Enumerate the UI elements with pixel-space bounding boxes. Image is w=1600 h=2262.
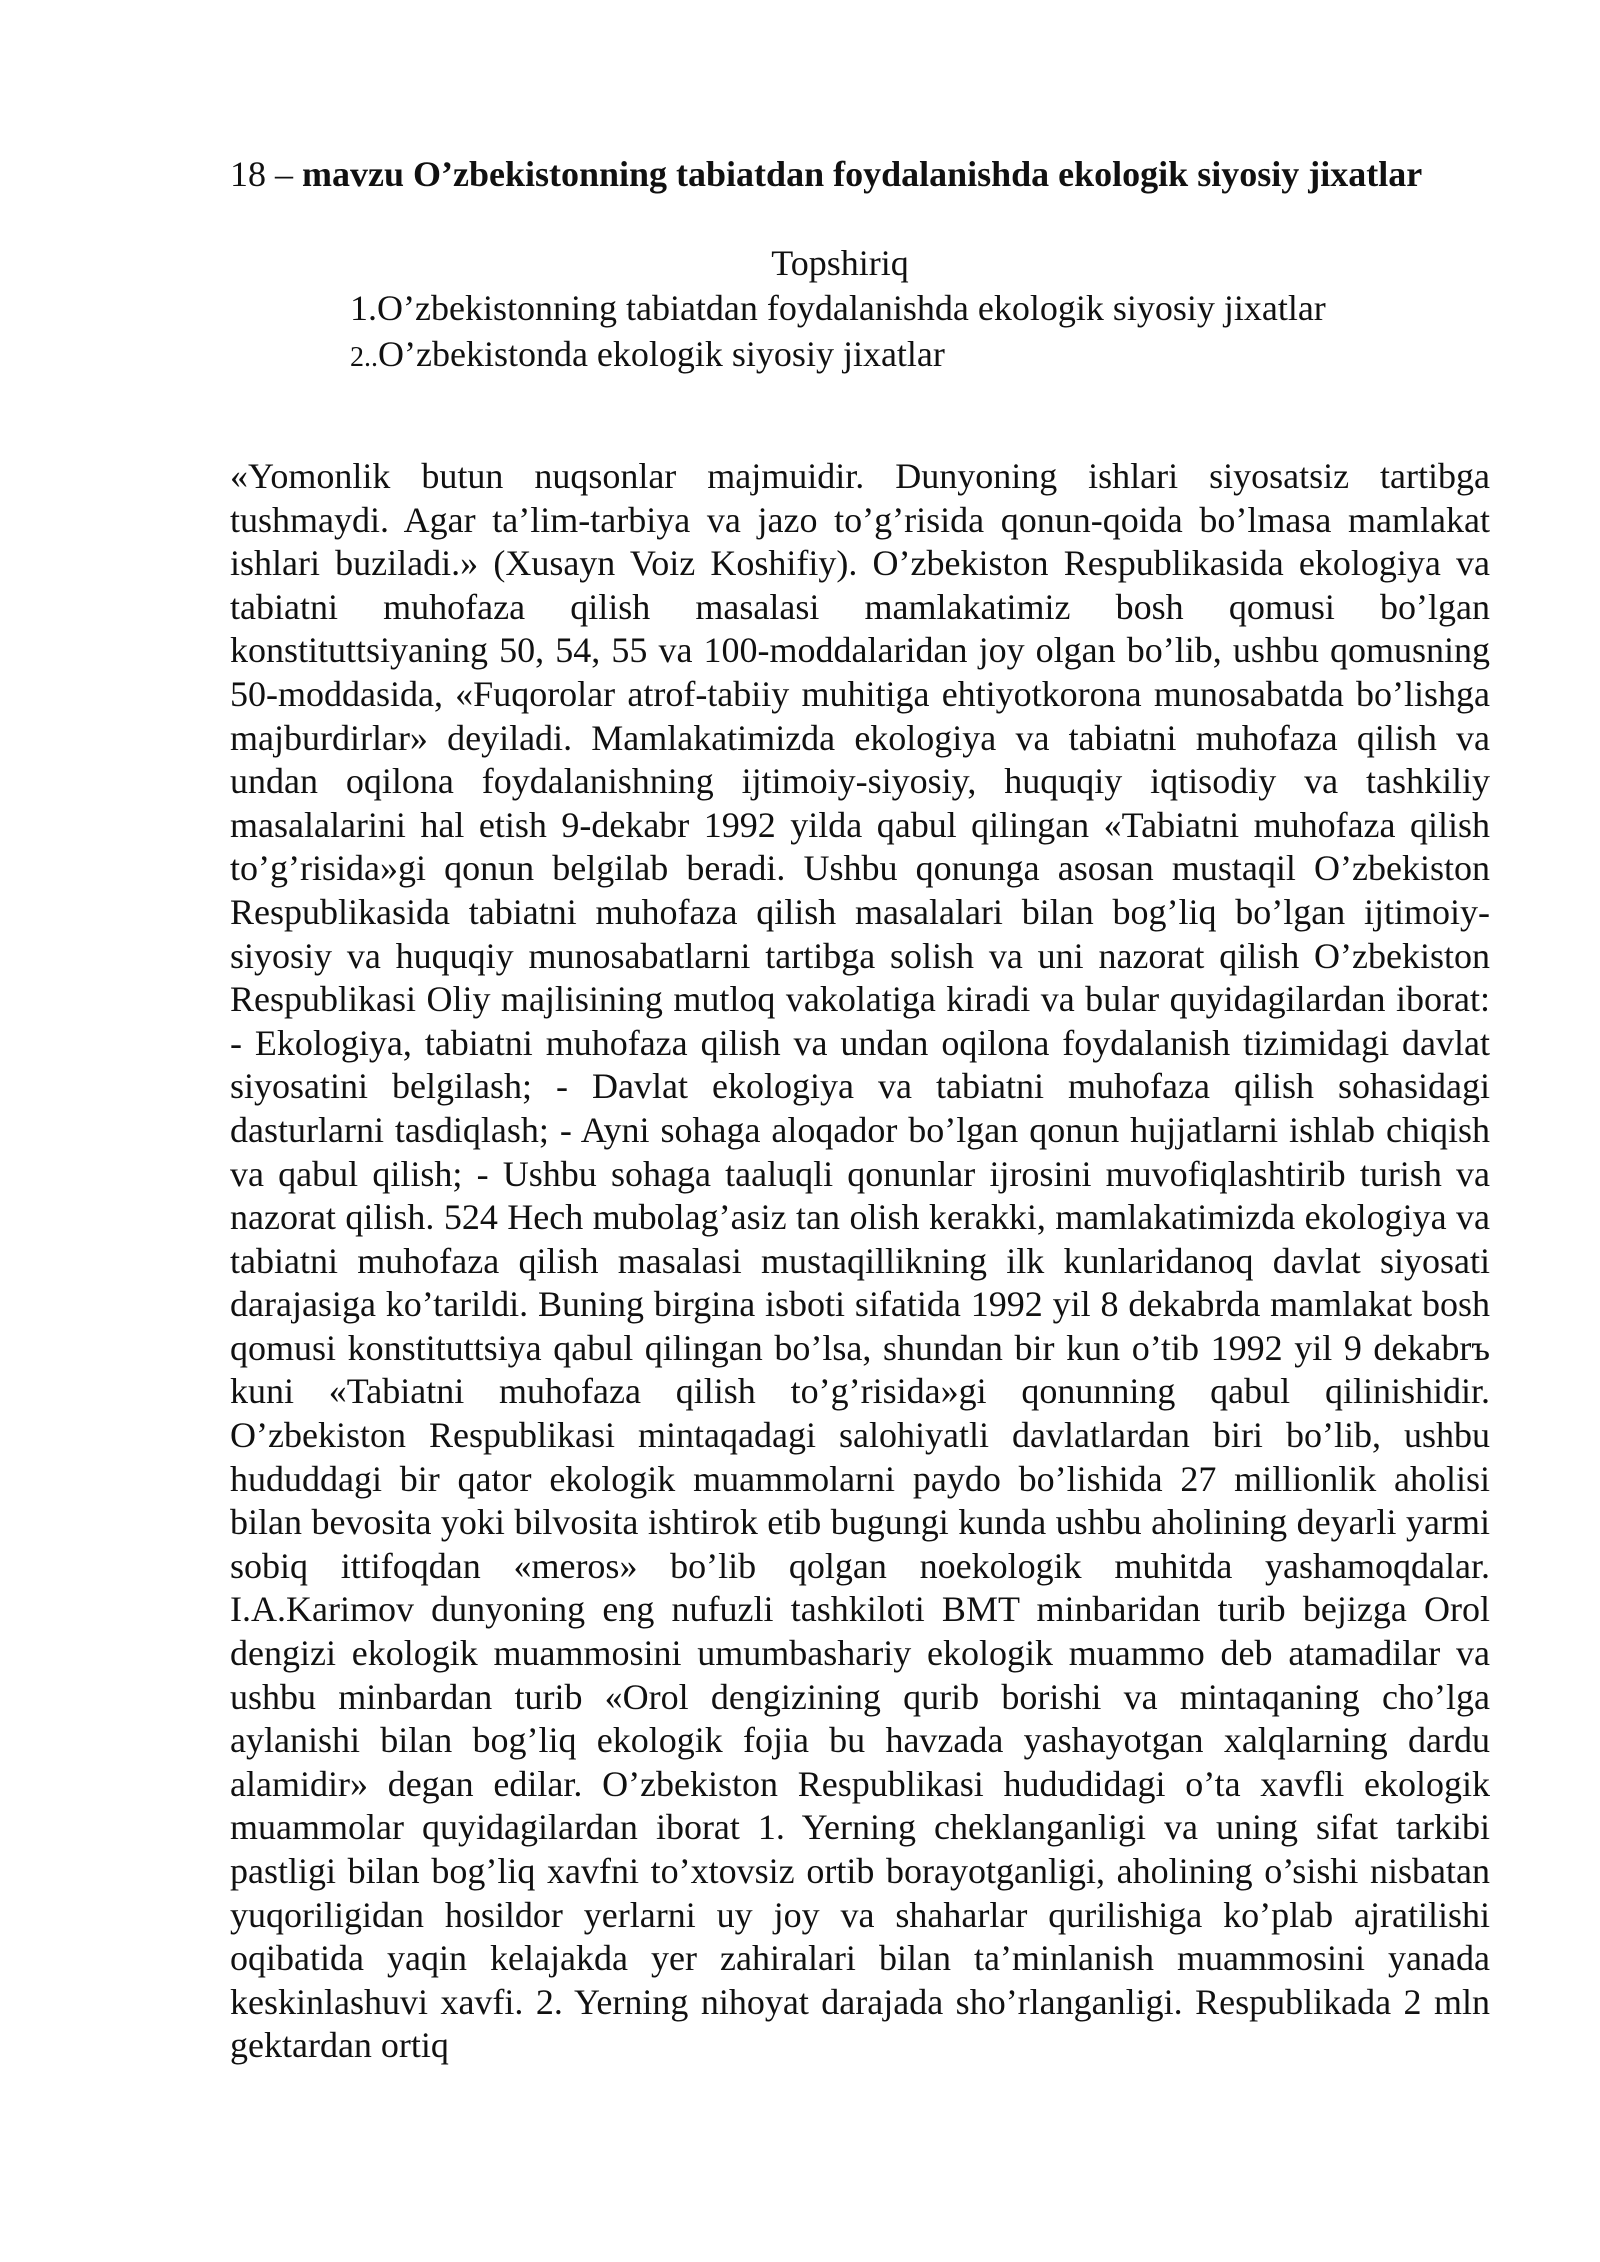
task-item-1-number: 1. [350, 288, 377, 328]
task-item-2-text: O’zbekistonda ekologik siyosiy jixatlar [378, 334, 945, 374]
title-number: 18 – [230, 154, 302, 194]
task-item-2 [350, 331, 1326, 381]
task-list [350, 285, 1326, 381]
body-paragraph: «Yomonlik butun nuqsonlar majmuidir. Dunyoning ishlari siyosatsiz tartibga tushmaydi. Agar ta’lim-tarbiya va jazo to’g’risida qonun-qoida bo’lmasa mamlakat ishlari buziladi.» (Xusayn Voiz Koshifiy). O’zbekiston Respublikasida ekologiya va tabiatni muhofaza qilish masalasi mamlakatimiz bosh qomusi bo’lgan konstituttsiyaning 50, 54, 55 va 100-moddalaridan joy olgan bo’lib, ushbu qomusning 50-moddasida, «Fuqorolar atrof-tabiiy muhitiga ehtiyotkorona munosabatda bo’lishga majburdirlar» deyiladi. Mamlakatimizda ekologiya va tabiatni muhofaza qilish va undan oqilona foydalanishning ijtimoiy-siyosiy, huquqiy iqtisodiy va tashkiliy masalalarini hal etish 9-dekabr 1992 yilda qabul qilingan «Tabiatni muhofaza qilish to’g’risida»gi qonun belgilab beradi. Ushbu qonunga asosan mustaqil O’zbekiston Respublikasida tabiatni muhofaza qilish masalalari bilan bog’liq bo’lgan ijtimoiy-siyosiy va huquqiy munosabatlarni tartibga solish va uni nazorat qilish O’zbekiston Respublikasi Oliy majlisining mutloq vakolatiga kiradi va bular quyidagilardan iborat: ‐ Ekologiya, tabiatni muhofaza qilish va undan oqilona foydalanish tizimidagi davlat siyosatini belgilash; ‐ Davlat ekologiya va tabiatni muhofaza qilish sohasidagi dasturlarni tasdiqlash; ‐ Ayni sohaga aloqador bo’lgan qonun hujjatlarni ishlab chiqish va qabul qilish; ‐ Ushbu sohaga taaluqli qonunlar ijrosini muvofiqlashtirib turish va nazorat qilish. 524 Hech mubolag’asiz tan olish kerakki, mamlakatimizda ekologiya va tabiatni muhofaza qilish masalasi mustaqillikning ilk kunlaridanoq davlat siyosati darajasiga ko’tarildi. Buning birgina isboti sifatida 1992 yil 8 dekabrda mamlakat bosh qomusi konstituttsiya qabul qilingan bo’lsa, shundan bir kun o’tib 1992 yil 9 dekabrъ kuni «Tabiatni muhofaza qilish to’g’risida»gi qonunning qabul qilinishidir. O’zbekiston Respublikasi mintaqadagi salohiyatli davlatlardan biri bo’lib, ushbu hududdagi bir qator ekologik muammolarni paydo bo’lishida 27 millionlik aholisi bilan bevosita yoki bilvosita ishtirok etib bugungi kunda ushbu aholining deyarli yarmi sobiq ittifoqdan «meros» bo’lib qolgan noekologik muhitda yashamoqdalar. I.A.Karimov dunyoning eng nufuzli tashkiloti BMT minbaridan turib bejizga Orol dengizi ekologik muammosini umumbashariy ekologik muammo deb atamadilar va ushbu minbardan turib «Orol dengizining qurib borishi va mintaqaning cho’lga aylanishi bilan bog’liq ekologik fojia bu havzada yashayotgan xalqlarning dardu alamidir» degan edilar. O’zbekiston Respublikasi hududidagi o’ta xavfli ekologik muammolar quyidagilardan iborat 1. Yerning cheklanganligi va uning sifat tarkibi pastligi bilan bog’liq xavfni to’xtovsiz ortib borayotganligi, aholining o’sishi nisbatan yuqoriligidan hosildor yerlarni uy joy va shaharlar qurilishiga ko’plab ajratilishi oqibatida yaqin kelajakda yer zahiralari bilan ta’minlanish muammosini yanada keskinlashuvi xavfi. 2. Yerning nihoyat darajada sho’rlanganligi. Respublikada 2 mln gektardan ortiq [230, 456, 1490, 2066]
title-text: mavzu O’zbekistonning tabiatdan foydalanishda ekologik siyosiy jixatlar [302, 154, 1423, 194]
task-heading: Topshiriq [771, 243, 909, 283]
page-title [230, 150, 1530, 198]
task-item-1-text: O’zbekistonning tabiatdan foydalanishda ekologik siyosiy jixatlar [377, 288, 1326, 328]
task-item-1 [350, 285, 1326, 331]
task-item-2-number: 2.. [350, 342, 378, 373]
